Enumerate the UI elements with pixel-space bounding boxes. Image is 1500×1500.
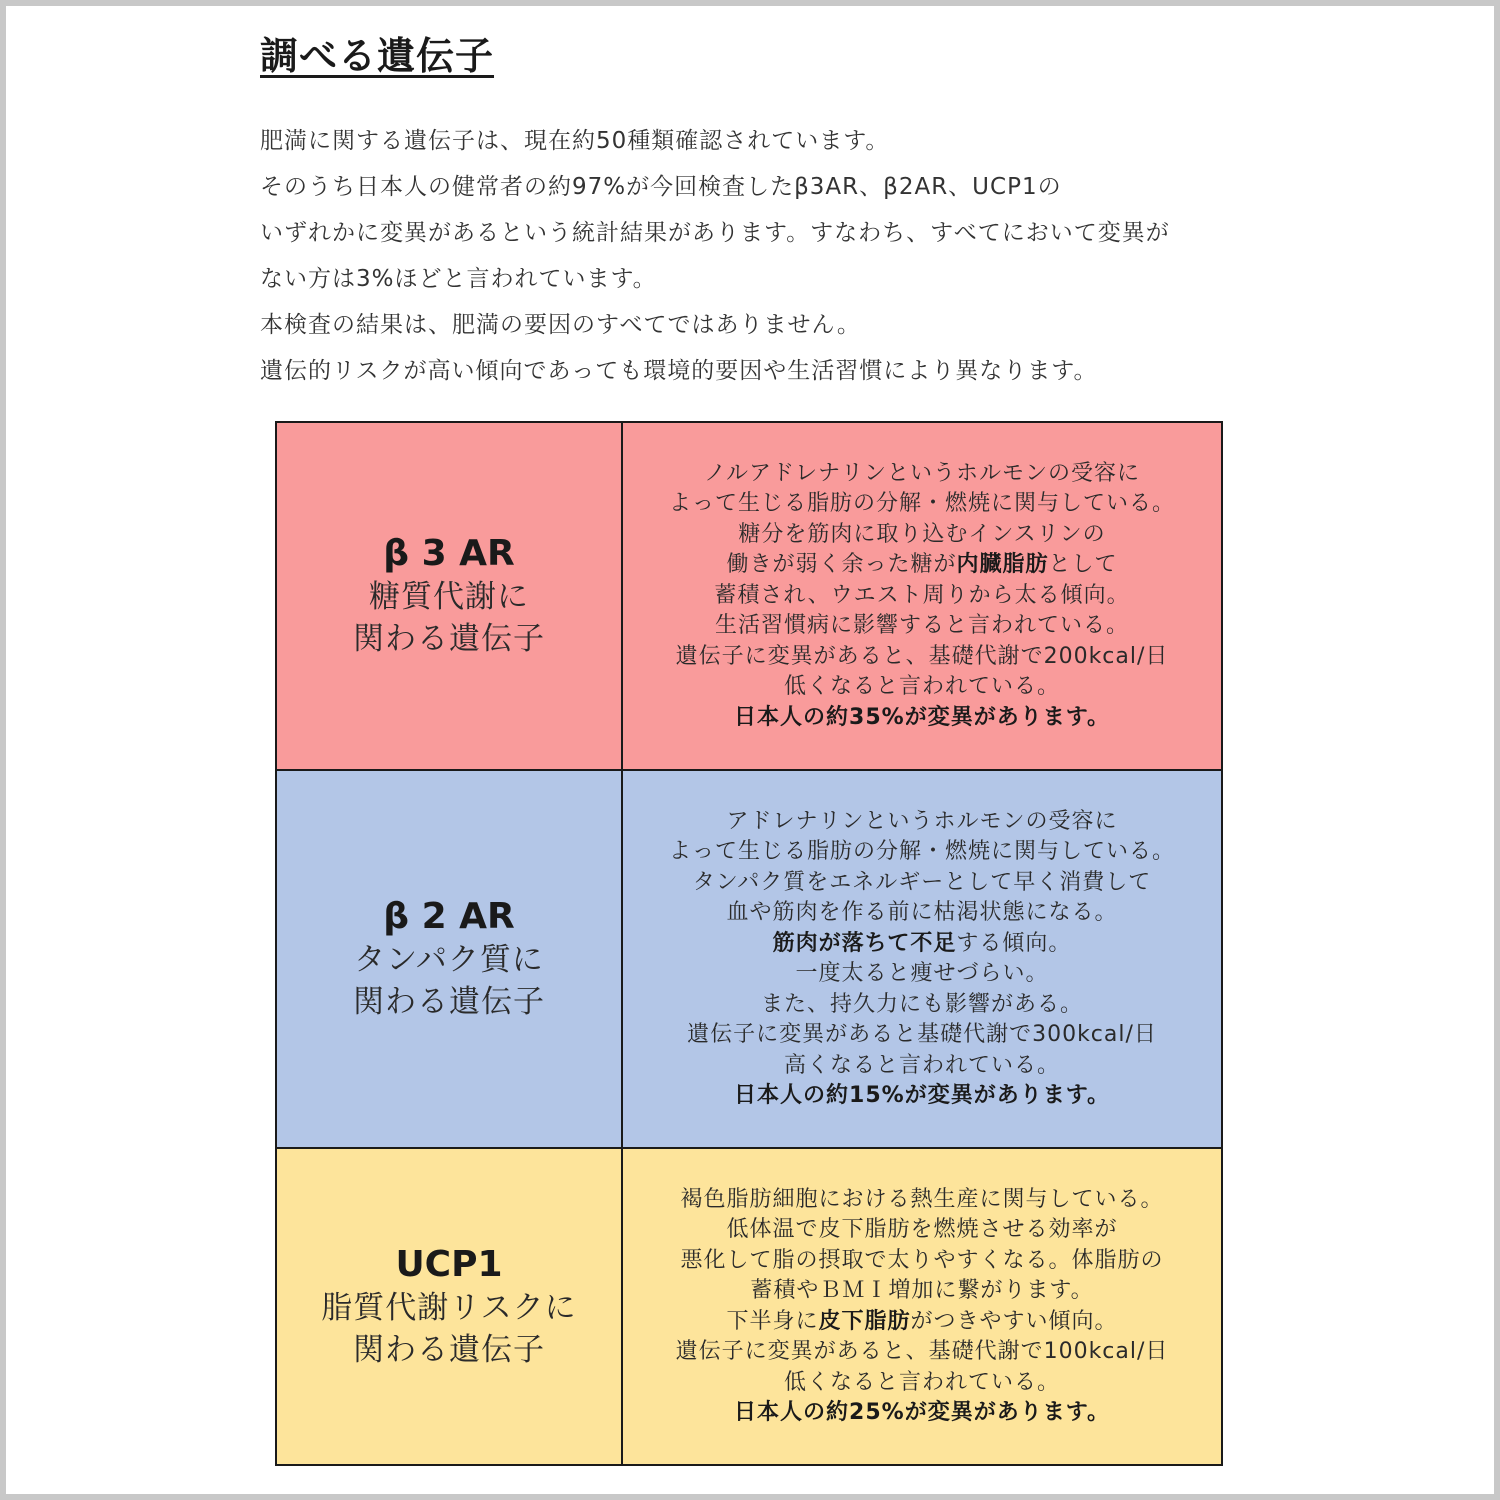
description-text: また、持久力にも影響がある。 <box>760 991 1083 1017</box>
gene-name: UCP1 <box>395 1243 503 1285</box>
intro-line: いずれかに変異があるという統計結果があります。すなわち、すべてにおいて変異が <box>260 220 1170 246</box>
description-line <box>623 898 1221 929</box>
description-text: アドレナリンというホルモンの受容に <box>726 808 1118 834</box>
description-line <box>623 1020 1221 1051</box>
description-text: ノルアドレナリンというホルモンの受容に <box>703 460 1141 486</box>
gene-description-cell <box>622 422 1222 770</box>
description-line <box>623 1307 1221 1338</box>
emphasis-text: 日本人の約35%が変異があります。 <box>734 704 1110 730</box>
gene-description-cell <box>622 1148 1222 1465</box>
description-text: 蓄積され、ウエスト周りから太る傾向。 <box>714 582 1130 608</box>
gene-name: β 2 AR <box>383 896 515 937</box>
gene-subtitle: 関わる遺伝子 <box>353 1331 545 1368</box>
description-text: がつきやすい傾向。 <box>910 1308 1118 1334</box>
description-line <box>623 703 1221 734</box>
description-line <box>623 550 1221 581</box>
gene-name-cell <box>276 1148 622 1465</box>
description-line <box>623 929 1221 960</box>
description-text: 血や筋肉を作る前に枯渇状態になる。 <box>726 900 1118 925</box>
description-line <box>623 520 1221 551</box>
description-line <box>623 837 1221 868</box>
gene-row-b2ar <box>276 770 1222 1148</box>
gene-subtitle: 糖質代謝に <box>369 579 529 615</box>
description-text: 一度太ると痩せづらい。 <box>795 961 1049 986</box>
intro-line: 肥満に関する遺伝子は、現在約50種類確認されています。 <box>260 128 890 154</box>
description-text: 働きが弱く余った糖が <box>726 552 957 578</box>
description-line <box>623 1398 1221 1429</box>
description-text: 低くなると言われている。 <box>783 674 1060 700</box>
description-line <box>623 581 1221 612</box>
description-line <box>623 1215 1221 1246</box>
gene-subtitle: 脂質代謝リスクに <box>321 1289 577 1326</box>
description-line <box>623 959 1221 990</box>
description-text: タンパク質をエネルギーとして早く消費して <box>692 869 1152 895</box>
description-line <box>623 1246 1221 1277</box>
description-text: よって生じる脂肪の分解・燃焼に関与している。 <box>668 491 1175 517</box>
description-text: 蓄積やＢＭＩ増加に繋がります。 <box>750 1278 1094 1303</box>
page-title: 調べる遺伝子 <box>260 34 495 78</box>
description-line <box>623 459 1221 490</box>
document-page <box>260 28 1240 394</box>
description-text: 生活習慣病に影響すると言われている。 <box>714 613 1129 639</box>
gene-row-ucp1 <box>276 1148 1222 1465</box>
intro-line: そのうち日本人の健常者の約97%が今回検査したβ3AR、β2AR、UCP1の <box>260 174 1062 200</box>
emphasis-text: 日本人の約25%が変異があります。 <box>734 1400 1110 1425</box>
emphasis-text: 筋肉が落ちて不足 <box>772 930 957 956</box>
description-text: 遺伝子に変異があると、基礎代謝で200kcal/日 <box>675 643 1169 669</box>
intro-text <box>260 118 1240 394</box>
description-text: する傾向。 <box>956 930 1072 956</box>
description-text: 褐色脂肪細胞における熱生産に関与している。 <box>680 1186 1164 1212</box>
description-text: として <box>1048 552 1118 578</box>
gene-description-cell <box>622 770 1222 1148</box>
description-line <box>623 868 1221 899</box>
gene-subtitle: 関わる遺伝子 <box>353 984 545 1020</box>
description-line <box>623 1081 1221 1112</box>
intro-line: 遺伝的リスクが高い傾向であっても環境的要因や生活習慣により異なります。 <box>260 358 1098 384</box>
emphasis-text: 内臓脂肪 <box>956 552 1049 578</box>
description-line <box>623 990 1221 1021</box>
intro-line: 本検査の結果は、肥満の要因のすべてではありません。 <box>260 312 861 338</box>
description-line <box>623 642 1221 673</box>
gene-subtitle: 関わる遺伝子 <box>353 621 545 657</box>
emphasis-text: 皮下脂肪 <box>818 1308 911 1334</box>
description-line <box>623 1337 1221 1368</box>
description-line <box>623 1185 1221 1216</box>
description-line <box>623 489 1221 520</box>
description-text: 悪化して脂の摂取で太りやすくなる。体脂肪の <box>680 1247 1164 1273</box>
gene-name-cell <box>276 770 622 1148</box>
gene-name: β 3 AR <box>383 533 515 574</box>
description-line <box>623 672 1221 703</box>
description-text: 低体温で皮下脂肪を燃焼させる効率が <box>726 1217 1118 1242</box>
description-line <box>623 1368 1221 1399</box>
intro-line: ない方は3%ほどと言われています。 <box>260 266 657 292</box>
gene-name-cell <box>276 422 622 770</box>
description-text: 遺伝子に変異があると基礎代謝で300kcal/日 <box>687 1022 1157 1047</box>
description-text: よって生じる脂肪の分解・燃焼に関与している。 <box>668 839 1175 864</box>
description-line <box>623 807 1221 838</box>
gene-subtitle: タンパク質に <box>354 942 544 978</box>
emphasis-text: 日本人の約15%が変異があります。 <box>734 1083 1110 1108</box>
description-text: 高くなると言われている。 <box>783 1052 1060 1078</box>
description-line <box>623 611 1221 642</box>
description-text: 低くなると言われている。 <box>783 1369 1060 1395</box>
description-text: 遺伝子に変異があると、基礎代謝で100kcal/日 <box>675 1339 1169 1364</box>
description-text: 糖分を筋肉に取り込むインスリンの <box>738 521 1106 547</box>
gene-row-b3ar <box>276 422 1222 770</box>
description-line <box>623 1276 1221 1307</box>
description-line <box>623 1051 1221 1082</box>
gene-table <box>275 421 1223 1466</box>
description-text: 下半身に <box>726 1308 819 1334</box>
